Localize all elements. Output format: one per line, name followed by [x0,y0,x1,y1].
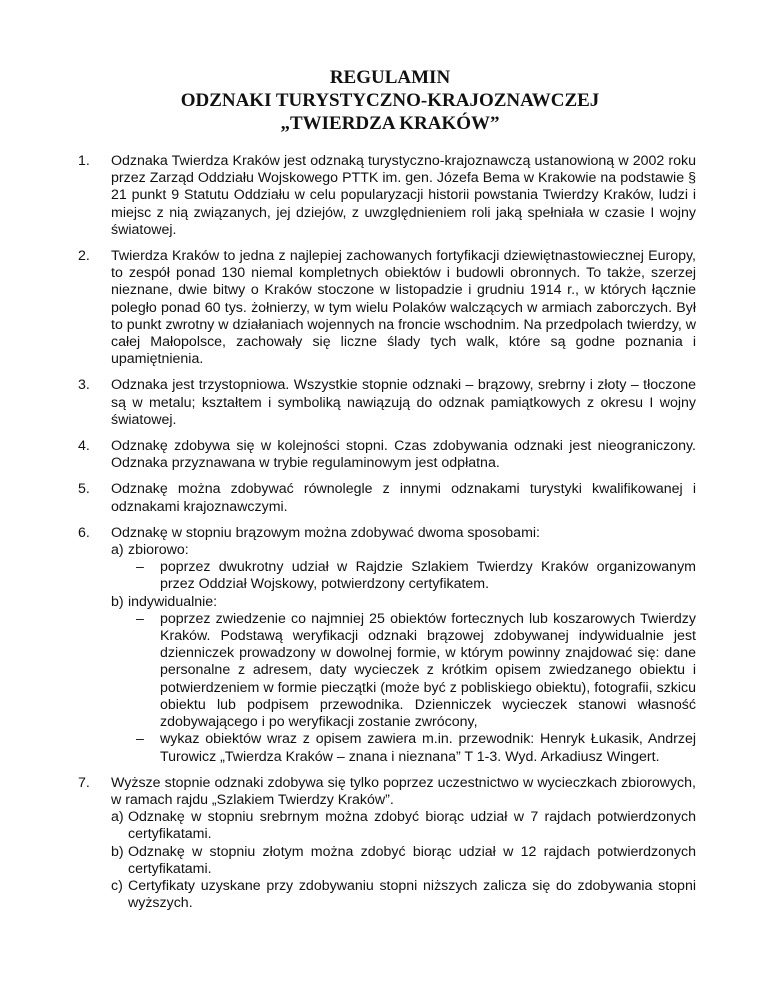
subitem-text: zbiorowo: [128,542,189,559]
regulation-item-4 [78,438,696,472]
sublist [111,809,696,912]
subitem-letter: b) [111,843,124,860]
item-number: 2. [78,248,90,265]
dash-marker: – [136,731,144,748]
subitem-b [111,844,696,878]
subitem-text: indywidualnie: [128,593,218,610]
dash-item [128,611,696,731]
item-text: Odznakę w stopniu brązowym można zdobywać dwoma sposobami: [111,524,540,541]
dash-text: wykaz obiektów wraz z opisem zawiera m.in. przewodnik: Henryk Łukasik, Andrzej Turowicz „Twierdza Kraków – znana i nieznana” T 1-3. Wyd. Arkadiusz Wingert. [160,731,696,765]
item-number: 5. [78,481,90,498]
regulation-item-3 [78,377,696,429]
item-text: Wyższe stopnie odznaki zdobywa się tylko poprzez uczestnictwo w wycieczkach zbiorowych, w ramach rajdu „Szlakiem Twierdzy Kraków”. [111,774,696,808]
item-text: Odznaka Twierdza Kraków jest odznaką turystyczno-krajoznawczą ustanowioną w 2002 roku przez Zarząd Oddziału Wojskowego PTTK im. gen. Józefa Bema w Krakowie na podstawie § 21 punkt 9 Statutu Oddziału w celu popularyzacji historii powstania Twierdzy Kraków, ludzi i miejsc z nią związanych, jej dziejów, z uwzględnieniem roli jaką spełniała w czasie I wojny światowej. [111,153,696,238]
regulation-item-1 [78,153,696,239]
regulation-item-6 [78,525,696,766]
subitem-a [111,542,696,594]
item-number: 7. [78,774,90,791]
regulation-item-2 [78,248,696,368]
dash-item [128,559,696,593]
subitem-letter: c) [111,877,123,894]
subitem-letter: a) [111,809,124,826]
item-number: 6. [78,524,90,541]
item-number: 1. [78,153,90,169]
subitem-text: Certyfikaty uzyskane przy zdobywaniu stopni niższych zalicza się do zdobywania stopni wyższych. [128,877,696,912]
title-line-2: ODZNAKI TURYSTYCZNO-KRAJOZNAWCZEJ [180,90,600,111]
item-number: 4. [78,438,90,455]
subitem-b [111,594,696,766]
item-text: Odznaka jest trzystopniowa. Wszystkie stopnie odznaki – brązowy, srebrny i złoty – tłoczone są w metalu; kształtem i symboliką nawiązują do odznak pamiątkowych z okresu I wojny światowej. [111,377,696,428]
regulations-list [78,153,696,912]
subitem-letter: b) [111,593,124,610]
item-text: Twierdza Kraków to jedna z najlepiej zachowanych fortyfikacji dziewiętnastowiecznej Europy, to zespół ponad 130 niemal kompletnych obiektów i budowli obronnych. To także, szerzej nieznane, dwie bitwy o Kraków stoczone w listopadzie i grudniu 1914 r., w których łącznie poległo ponad 60 tys. żołnierzy, w tym wielu Polaków walczących w armiach zaborczych. Był to punkt zwrotny w działaniach wojennych na froncie wschodnim. Na przedpolach twierdzy, w całej Małopolsce, zachowały się liczne ślady tych walk, które są godne poznania i upamiętnienia. [111,248,696,368]
dash-marker: – [136,559,144,576]
subitem-text: Odznakę w stopniu złotym można zdobyć biorąc udział w 12 rajdach potwierdzonych certyfikatami. [128,843,696,877]
dash-item [128,731,696,765]
dash-marker: – [136,610,144,627]
item-text: Odznakę można zdobywać równolegle z innymi odznakami turystyki kwalifikowanej i odznakami krajoznawczymi. [111,481,696,515]
subitem-c [111,878,696,912]
document-title [84,66,696,135]
dash-text: poprzez dwukrotny udział w Rajdzie Szlakiem Twierdzy Kraków organizowanym przez Oddział Wojskowy, potwierdzony certyfikatem. [160,559,696,593]
subitem-letter: a) [111,542,124,559]
sublist [111,542,696,766]
item-number: 3. [78,377,90,394]
title-line-1: REGULAMIN [329,67,451,88]
dash-list [128,559,696,593]
item-text: Odznakę zdobywa się w kolejności stopni. Czas zdobywania odznaki jest nieograniczony. Odznaka przyznawana w trybie regulaminowym jest odpłatna. [111,438,696,472]
dash-list [128,611,696,766]
regulation-item-5 [78,481,696,515]
regulation-item-7 [78,775,696,913]
subitem-text: Odznakę w stopniu srebrnym można zdobyć biorąc udział w 7 rajdach potwierdzonych certyfikatami. [128,809,696,843]
subitem-a [111,809,696,843]
dash-text: poprzez zwiedzenie co najmniej 25 obiektów fortecznych lub koszarowych Twierdzy Kraków. Podstawą weryfikacji odznaki brązowej zdobywanej indywidualnie jest dzienniczek prowadzony w dowolnej formie, w którym powinny znajdować się: dane personalne z adresem, daty wycieczek z krótkim opisem zwiedzanego obiektu i potwierdzeniem w formie pieczątki (może być z pobliskiego obiektu), fotografii, szkicu obiektu lub podpisem przewodnika. Dzienniczek wycieczek stanowi własność zdobywającego i po weryfikacji zostanie zwrócony, [160,610,696,731]
title-line-3: „TWIERDZA KRAKÓW” [280,113,500,134]
